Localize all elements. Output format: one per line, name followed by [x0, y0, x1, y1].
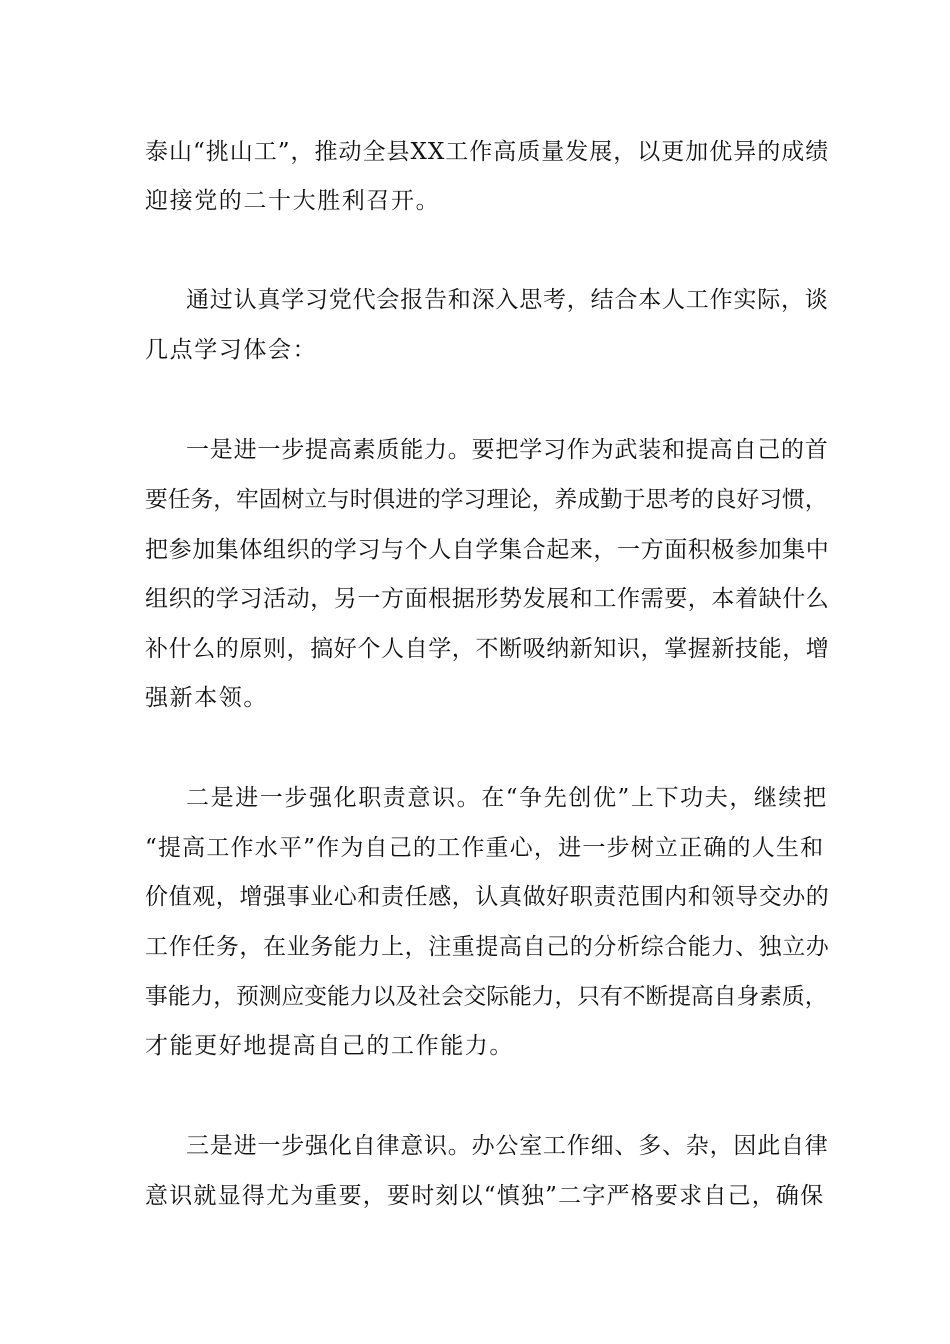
paragraph-2-line-1: 通过认真学习党代会报告和深入思考，结合本人工作实际，谈 [186, 287, 829, 313]
paragraph-1-line-2: 迎接党的二十大胜利召开。 [145, 188, 441, 214]
paragraph-4-line-6: 才能更好地提高自己的工作能力。 [145, 1033, 514, 1059]
paragraph-3-line-3: 把参加集体组织的学习与个人自学集合起来，一方面积极参加集中 [145, 537, 830, 563]
paragraph-4-line-5: 事能力，预测应变能力以及社会交际能力，只有不断提高自身素质， [145, 984, 828, 1010]
paragraph-1-line-1: 泰山“挑山工”，推动全县XX工作高质量发展，以更加优异的成绩 [145, 139, 830, 165]
paragraph-3-line-2: 要任务，牢固树立与时俱进的学习理论，养成勤于思考的良好习惯， [145, 487, 828, 513]
paragraph-5-line-1: 三是进一步强化自律意识。办公室工作细、多、杂，因此自律 [186, 1133, 829, 1159]
paragraph-3-line-6: 强新本领。 [145, 685, 268, 711]
paragraph-4-line-4: 工作任务，在业务能力上，注重提高自己的分析综合能力、独立办 [145, 934, 830, 960]
paragraph-3-line-4: 组织的学习活动，另一方面根据形势发展和工作需要，本着缺什么 [145, 586, 830, 612]
paragraph-3-line-1: 一是进一步提高素质能力。要把学习作为武装和提高自己的首 [186, 437, 829, 463]
paragraph-4-line-1: 二是进一步强化职责意识。在“争先创优”上下功夫，继续把 [186, 785, 828, 811]
paragraph-4-line-3: 价值观，增强事业心和责任感，认真做好职责范围内和领导交办的 [145, 884, 830, 910]
paragraph-2-line-2: 几点学习体会： [145, 337, 318, 363]
paragraph-3-line-5: 补什么的原则，搞好个人自学，不断吸纳新知识，掌握新技能，增 [145, 636, 830, 662]
paragraph-5-line-2: 意识就显得尤为重要，要时刻以“慎独”二字严格要求自己，确保 [145, 1183, 825, 1209]
paragraph-4-line-2: “提高工作水平”作为自己的工作重心，进一步树立正确的人生和 [145, 835, 825, 861]
